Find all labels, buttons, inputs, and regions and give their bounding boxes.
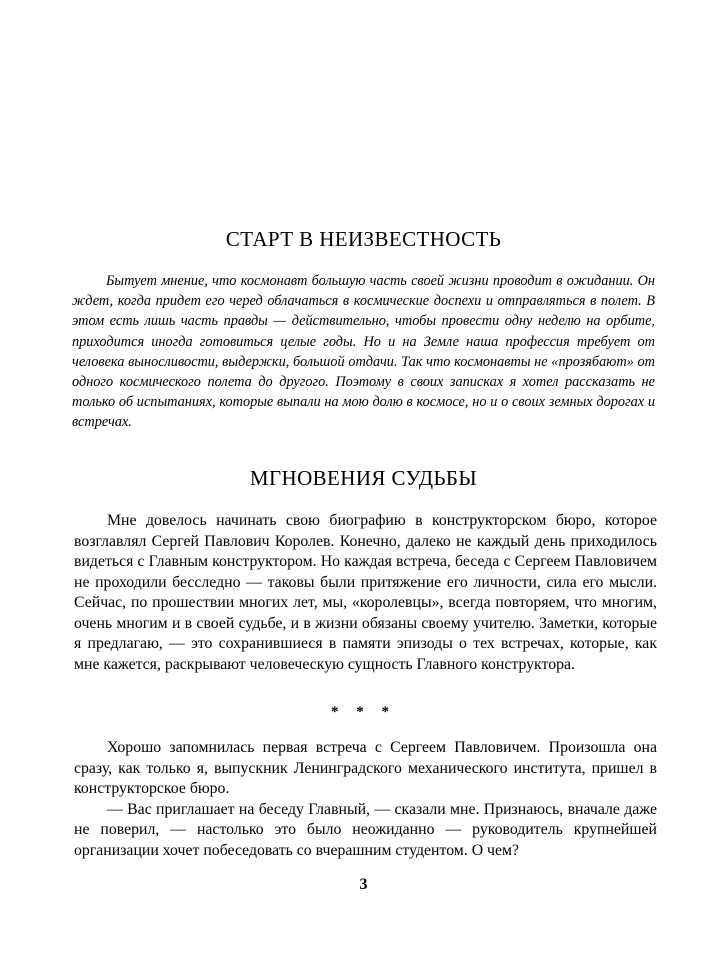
paragraph-2: Хорошо запомнилась первая встреча с Сергеем Павловичем. Произошла она сразу, как только я, выпускник Ленинградского механического института, пришел в конструкторское бюро.: [74, 739, 657, 797]
body-text-block-1: [74, 511, 657, 675]
body-text-block-2: [74, 738, 657, 861]
section-separator: * * *: [331, 704, 396, 720]
paragraph-1: Мне довелось начинать свою биографию в конструкторском бюро, которое возглавлял Сергей Павлович Королев. Конечно, далеко не каждый день приходилось видеться с Главным конструктором. Но каждая встреча, беседа с Сергеем Павловичем не проходили бесследно — таковы были притяжение его личности, сила его мысли. Сейчас, по прошествии многих лет, мы, «королевцы», всегда повторяем, что многим, очень многим и в своей судьбе, и в жизни обязаны своему учителю. Заметки, которые я предлагаю, — это сохранившиеся в памяти эпизоды о тех встречах, которые, как мне кажется, раскрывают человеческую сущность Главного конструктора.: [74, 512, 657, 673]
section-title-start: СТАРТ В НЕИЗВЕСТНОСТЬ: [225, 227, 502, 251]
section-title-moments: МГНОВЕНИЯ СУДЬБЫ: [249, 466, 478, 490]
page-number: 3: [359, 876, 368, 893]
epigraph: Бытует мнение, что космонавт большую часть своей жизни проводит в ожидании. Он ждет, когда придет его черед облачаться в космические доспехи и отправляться в полет. В этом есть лишь часть правды — действительно, чтобы провести одну неделю на орбите, приходится иногда готовиться целые годы. Но и на Земле наша профессия требует от человека выносливости, выдержки, большой отдачи. Так что космонавты не «прозябают» от одного космического полета до другого. Поэтому в своих записках я хотел рассказать не только об испытаниях, которые выпали на мою долю в космосе, но и о своих земных дорогах и встречах.: [72, 273, 655, 431]
paragraph-3: — Вас приглашает на беседу Главный, — сказали мне. Признаюсь, вначале даже не поверил, — настолько это было неожиданно — руководитель крупнейшей организации хочет побеседовать со вчерашним студентом. О чем?: [74, 800, 657, 859]
